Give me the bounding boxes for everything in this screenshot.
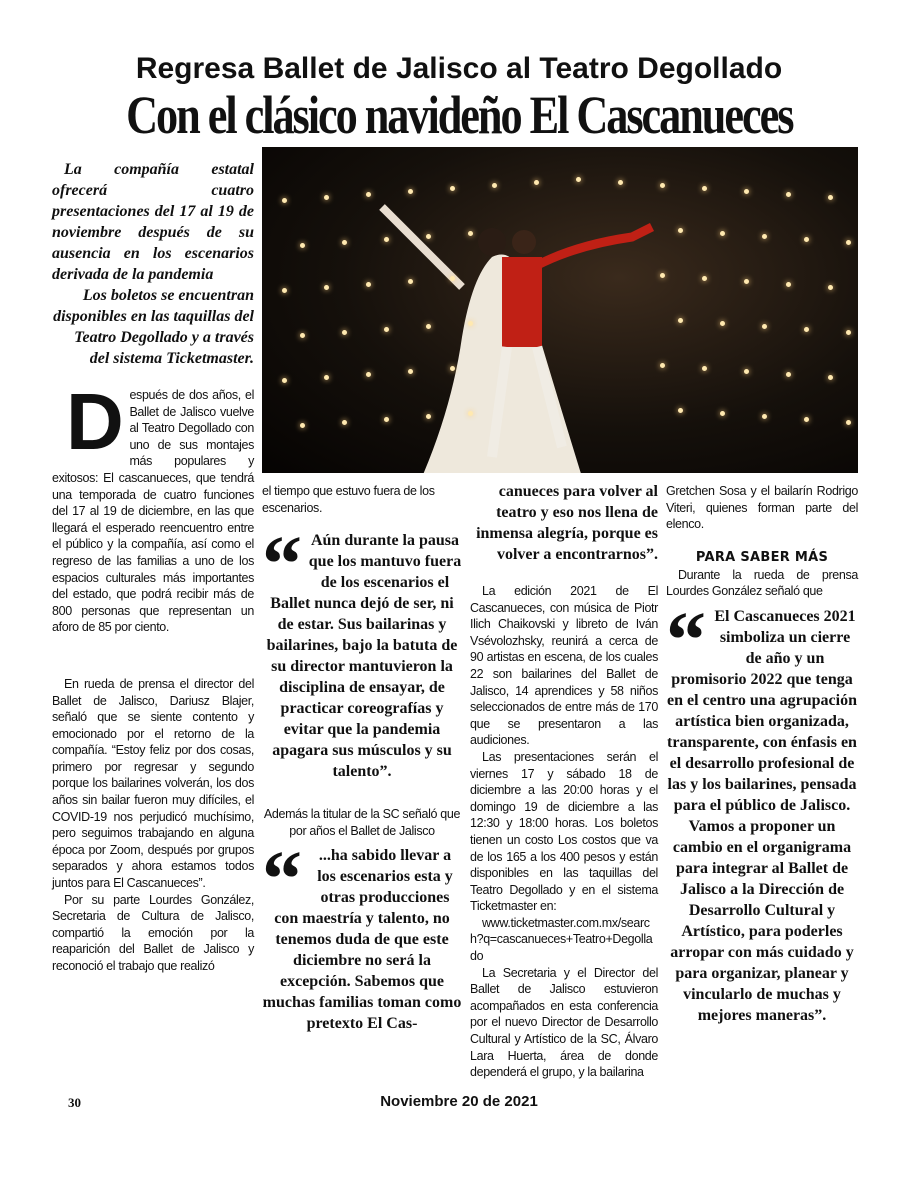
- balcony-light: [324, 285, 329, 290]
- dancers-illustration: [262, 147, 858, 473]
- paragraph: En rueda de prensa el director del Ballet de Jalisco, Dariusz Blajer, señaló que se siente contento y emocionado por el retorno de la compañía. “Estoy feliz por dos cosas, primero por regresar y segundo porque los bailarines volverán, los dos años sin bailar fueron muy difíciles, el COVID-19 nos perjudicó muchísimo, pero seguimos trabajando en alguna época por Zoom, después por grupos separados y ahora estamos todos juntos para El Cascanueces”.: [52, 676, 254, 891]
- deck-line: Los boletos se encuentran disponibles en las taquillas del Teatro Degollado y a través del sistema Ticketmaster.: [53, 287, 254, 367]
- body-column-4: [666, 483, 858, 600]
- column-gap: [52, 636, 254, 676]
- balcony-light: [324, 375, 329, 380]
- balcony-light: [804, 327, 809, 332]
- body-column-2-mid: [262, 806, 462, 839]
- balcony-light: [804, 417, 809, 422]
- balcony-light: [384, 417, 389, 422]
- balcony-light: [468, 321, 473, 326]
- body-column-2-top: [262, 483, 462, 516]
- balcony-light: [828, 375, 833, 380]
- pull-quote-1: [262, 521, 462, 782]
- quote-mark-icon: “: [262, 521, 302, 610]
- balcony-light: [804, 237, 809, 242]
- balcony-light: [366, 282, 371, 287]
- balcony-light: [342, 240, 347, 245]
- balcony-light: [660, 183, 665, 188]
- kicker-headline: Regresa Ballet de Jalisco al Teatro Degollado: [135, 52, 783, 85]
- paragraph: el tiempo que estuvo fuera de los escenarios.: [262, 484, 435, 515]
- drop-cap: D: [66, 377, 124, 466]
- paragraph: Las presentaciones serán el viernes 17 y sábado 18 de diciembre a las 20:00 horas y el domingo 19 de diciembre a las 12:30 y 18:00 horas. Los boletos tienen un costo Los costos que va de los 165 a los 400 pesos y están disponibles en las taquillas del Teatro Degollado y en el sistema Ticketmaster en:: [470, 749, 658, 914]
- page-footer: [52, 1089, 866, 1119]
- balcony-light: [366, 372, 371, 377]
- balcony-light: [282, 378, 287, 383]
- balcony-light: [426, 414, 431, 419]
- balcony-light: [846, 330, 851, 335]
- paragraph: Gretchen Sosa y el bailarín Rodrigo Viteri, quienes forman parte del elenco.: [666, 484, 858, 532]
- balcony-light: [342, 420, 347, 425]
- balcony-light: [300, 333, 305, 338]
- quote-mark-icon: “: [666, 596, 706, 685]
- balcony-light: [384, 237, 389, 242]
- balcony-light: [678, 408, 683, 413]
- paragraph: La Secretaria y el Director del Ballet de Jalisco estuvieron acompañados en esta conferencia por el nuevo Director de Desarrollo Cultural y Artístico de la SC, Álvaro Lara Huerta, área de donde dependerá el grupo, y la bailarina: [470, 965, 658, 1080]
- balcony-light: [534, 180, 539, 185]
- issue-date: Noviembre 20 de 2021: [380, 1092, 538, 1110]
- balcony-light: [300, 423, 305, 428]
- balcony-light: [576, 177, 581, 182]
- column-3: [470, 473, 658, 1081]
- balcony-light: [720, 231, 725, 236]
- balcony-light: [618, 180, 623, 185]
- balcony-light: [786, 282, 791, 287]
- balcony-light: [384, 327, 389, 332]
- balcony-light: [762, 234, 767, 239]
- page-number: 30: [68, 1094, 81, 1110]
- quote-mark-icon: “: [262, 836, 302, 925]
- paragraph: Además la titular de la SC señaló que por años el Ballet de Jalisco: [263, 807, 461, 838]
- deck: [52, 159, 254, 369]
- paragraph: espués de dos años, el Ballet de Jalisco vuelve al Teatro Degollado con uno de sus montajes más populares y exitosos: El cascanueces, que tendrá una temporada de cuatro funciones del 17 al 19 de diciembre, en las que llegará el esperado reencuentro entre el público y la compañía, así como el regreso de las familias a uno de los espacios culturales más importantes del estado, que podrá recibir más de 800 personas que representan un aforo de 85 por ciento.: [52, 388, 254, 635]
- article-grid: [52, 147, 866, 1081]
- quote-text: El Cascanueces 2021 simboliza un cierre de año y un promisorio 2022 que tenga en el centro una agrupación artística bien organizada, transparente, con énfasis en el desarrollo profesional de las y los bailarines, pensada para el público de Jalisco. Vamos a proponer un cambio en el organigrama para integrar al Ballet de Jalisco a la Dirección de Desarrollo Cultural y Artístico, para poderles arropar con más cuidado y para organizar, planear y vincularlo de muchas y mejores maneras”.: [667, 607, 857, 1024]
- balcony-light: [678, 318, 683, 323]
- headline-wrapper: [0, 86, 918, 144]
- balcony-light: [786, 192, 791, 197]
- balcony-light: [762, 414, 767, 419]
- balcony-light: [720, 321, 725, 326]
- balcony-light: [426, 324, 431, 329]
- column-4: [666, 473, 858, 1081]
- balcony-light: [702, 186, 707, 191]
- balcony-light: [828, 285, 833, 290]
- balcony-light: [408, 279, 413, 284]
- balcony-light: [846, 420, 851, 425]
- balcony-light: [720, 411, 725, 416]
- balcony-light: [468, 411, 473, 416]
- balcony-light: [426, 234, 431, 239]
- balcony-light: [342, 330, 347, 335]
- balcony-light: [450, 276, 455, 281]
- section-title: PARA SABER MÁS: [695, 549, 829, 565]
- pull-quote-2: [262, 836, 462, 1034]
- balcony-light: [744, 279, 749, 284]
- balcony-light: [828, 195, 833, 200]
- body-column-3: [470, 583, 658, 1081]
- balcony-light: [408, 189, 413, 194]
- balcony-light: [678, 228, 683, 233]
- balcony-light: [660, 363, 665, 368]
- body-column-1: [52, 377, 254, 975]
- ballet-photo: [262, 147, 858, 473]
- balcony-light: [282, 198, 287, 203]
- column-2: [262, 473, 462, 1081]
- pull-quote-2-continued: canueces para volver al teatro y eso nos llena de inmensa alegría, porque es volver a encontrarnos”.: [476, 483, 658, 563]
- balcony-light: [450, 186, 455, 191]
- balcony-light: [846, 240, 851, 245]
- paragraph: Durante la rueda de prensa Lourdes González señaló que: [666, 567, 858, 599]
- balcony-light: [702, 276, 707, 281]
- paragraph: La edición 2021 de El Cascanueces, con música de Piotr Ilich Chaikovski y libreto de Iván Vsévolozhsky, reunirá a cerca de 90 artistas en escena, de los cuales 22 son bailarines del Ballet de Jalisco, 14 aprendices y 58 niños seleccionados de entre más de 170 que se presentaron a las audiciones.: [470, 584, 658, 748]
- balcony-light: [450, 366, 455, 371]
- balcony-light: [744, 189, 749, 194]
- balcony-light: [660, 273, 665, 278]
- balcony-light: [786, 372, 791, 377]
- deck-line: La compañía estatal ofrecerá cuatro presentaciones del 17 al 19 de noviembre después de su ausencia en los escenarios derivada de la pandemia: [52, 161, 254, 283]
- ticketmaster-link[interactable]: www.ticketmaster.com.mx/search?q=cascanueces+Teatro+Degollado: [470, 915, 653, 964]
- balcony-light: [300, 243, 305, 248]
- balcony-light: [366, 192, 371, 197]
- quote-text: ...ha sabido llevar a los escenarios esta y otras producciones con maestría y talento, no tenemos duda de que este diciembre no será la excepción. Sabemos que muchas familias toman como pretexto El Cas-: [262, 847, 462, 1033]
- balcony-light: [702, 366, 707, 371]
- main-headline: Con el clásico navideño El Cascanueces: [125, 85, 793, 145]
- paragraph: Por su parte Lourdes González, Secretaria de Cultura de Jalisco, compartió la emoción por la reaparición del Ballet de Jalisco y reconoció el trabajo que realizó: [52, 892, 254, 973]
- balcony-light: [492, 183, 497, 188]
- quote-text: Aún durante la pausa que los mantuvo fuera de los escenarios el Ballet nunca dejó de ser, ni de estar. Sus bailarinas y bailarines, bajo la batuta de su director mantuvieron la disciplina de ensayar, de practicar coreografías y evitar que la pandemia apagara sus músculos y su talento”.: [266, 532, 462, 781]
- balcony-light: [744, 369, 749, 374]
- balcony-light: [762, 324, 767, 329]
- balcony-light: [324, 195, 329, 200]
- balcony-light: [408, 369, 413, 374]
- balcony-light: [282, 288, 287, 293]
- column-1: [52, 147, 254, 1081]
- balcony-light: [468, 231, 473, 236]
- pull-quote-3: [666, 596, 858, 1026]
